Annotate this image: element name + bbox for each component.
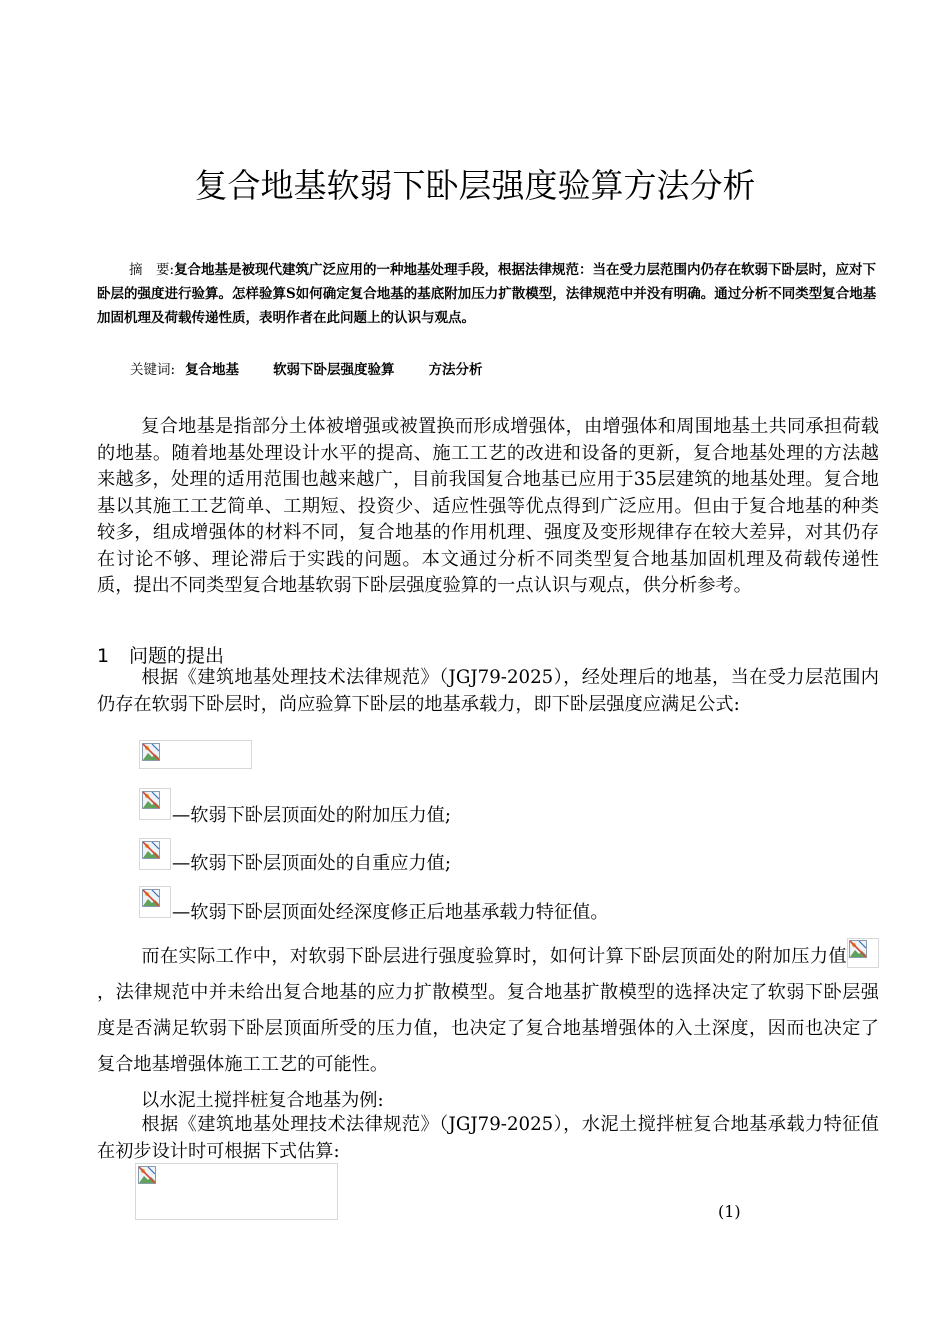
broken-image-icon (142, 841, 160, 859)
section1-p2a-text: 而在实际工作中，对软弱下卧层进行强度验算时，如何计算下卧层顶面处的附加压力值 (141, 946, 847, 967)
broken-image-icon (142, 791, 160, 809)
section-heading (97, 641, 224, 668)
intro-paragraph (97, 414, 879, 600)
section1-p4-text: 根据《建筑地基处理技术法律规范》（JGJ79-2025），水泥土搅拌桩复合地基承载力特征值在初步设计时可根据下式估算: (97, 1114, 879, 1162)
section-title: 问题的提出 (129, 645, 225, 667)
inline-symbol-image (847, 938, 879, 968)
formula-image-2 (135, 1163, 338, 1220)
keyword-3: 方法分析 (428, 362, 483, 378)
symbol-image-1 (139, 788, 171, 820)
section1-p2b-text: ，法律规范中并未给出复合地基的应力扩散模型。复合地基扩散模型的选择决定了软弱下卧层强度是否满足软弱下卧层顶面所受的压力值，也决定了复合地基增强体的入土深度，因而也决定了复合地基增强体施工工艺的可能性。 (97, 982, 879, 1075)
abstract-label: 摘 要: (129, 262, 175, 278)
broken-image-icon (138, 1166, 156, 1184)
broken-image-icon (142, 889, 160, 907)
definition-3: —软弱下卧层顶面处经深度修正后地基承载力特征值。 (172, 902, 609, 923)
keyword-1: 复合地基 (185, 362, 240, 378)
symbol-image-2 (139, 838, 171, 870)
formula-image (139, 740, 252, 769)
keywords (130, 358, 507, 378)
broken-image-icon (849, 940, 867, 958)
document-title: 复合地基软弱下卧层强度验算方法分析 (194, 166, 756, 205)
definition-1: —软弱下卧层顶面处的附加压力值; (172, 805, 451, 826)
keywords-label: 关键词: (130, 362, 176, 378)
section1-p3-text: 以水泥土搅拌桩复合地基为例: (141, 1090, 384, 1111)
section1-paragraph-4 (97, 1112, 879, 1165)
section-number: 1 (97, 645, 110, 667)
definition-2: —软弱下卧层顶面处的自重应力值; (172, 853, 451, 874)
broken-image-icon (142, 743, 160, 761)
section1-p1-text: 根据《建筑地基处理技术法律规范》（JGJ79-2025），经处理后的地基，当在受力层范围内仍存在软弱下卧层时，尚应验算下卧层的地基承载力，即下卧层强度应满足公式: (97, 667, 879, 715)
intro-text: 复合地基是指部分土体被增强或被置换而形成增强体，由增强体和周围地基土共同承担荷载的地基。随着地基处理设计水平的提高、施工工艺的改进和设备的更新，复合地基处理的方法越来越多，处理的适用范围也越来越广，目前我国复合地基已应用于35层建筑的地基处理。复合地基以其施工工艺简单、工期短、投资少、适应性强等优点得到广泛应用。但由于复合地基的种类较多，组成增强体的材料不同，复合地基的作用机理、强度及变形规律存在较大差异，对其仍存在讨论不够、理论滞后于实践的问题。本文通过分析不同类型复合地基加固机理及荷载传递性质，提出不同类型复合地基软弱下卧层强度验算的一点认识与观点，供分析参考。 (97, 416, 879, 596)
abstract (97, 258, 879, 330)
section1-paragraph-2 (97, 938, 879, 1083)
section1-paragraph-1 (97, 665, 879, 718)
equation-number: (1) (718, 1202, 741, 1221)
abstract-text: 复合地基是被现代建筑广泛应用的一种地基处理手段，根据法律规范：当在受力层范围内仍存在软弱下卧层时，应对下卧层的强度进行验算。怎样验算S如何确定复合地基的基底附加压力扩散模型，法律规范中并没有明确。通过分析不同类型复合地基加固机理及荷载传递性质，表明作者在此问题上的认识与观点。 (97, 262, 877, 326)
symbol-image-3 (139, 886, 171, 918)
keyword-2: 软弱下卧层强度验算 (273, 362, 395, 378)
section1-paragraph-3 (97, 1088, 879, 1115)
